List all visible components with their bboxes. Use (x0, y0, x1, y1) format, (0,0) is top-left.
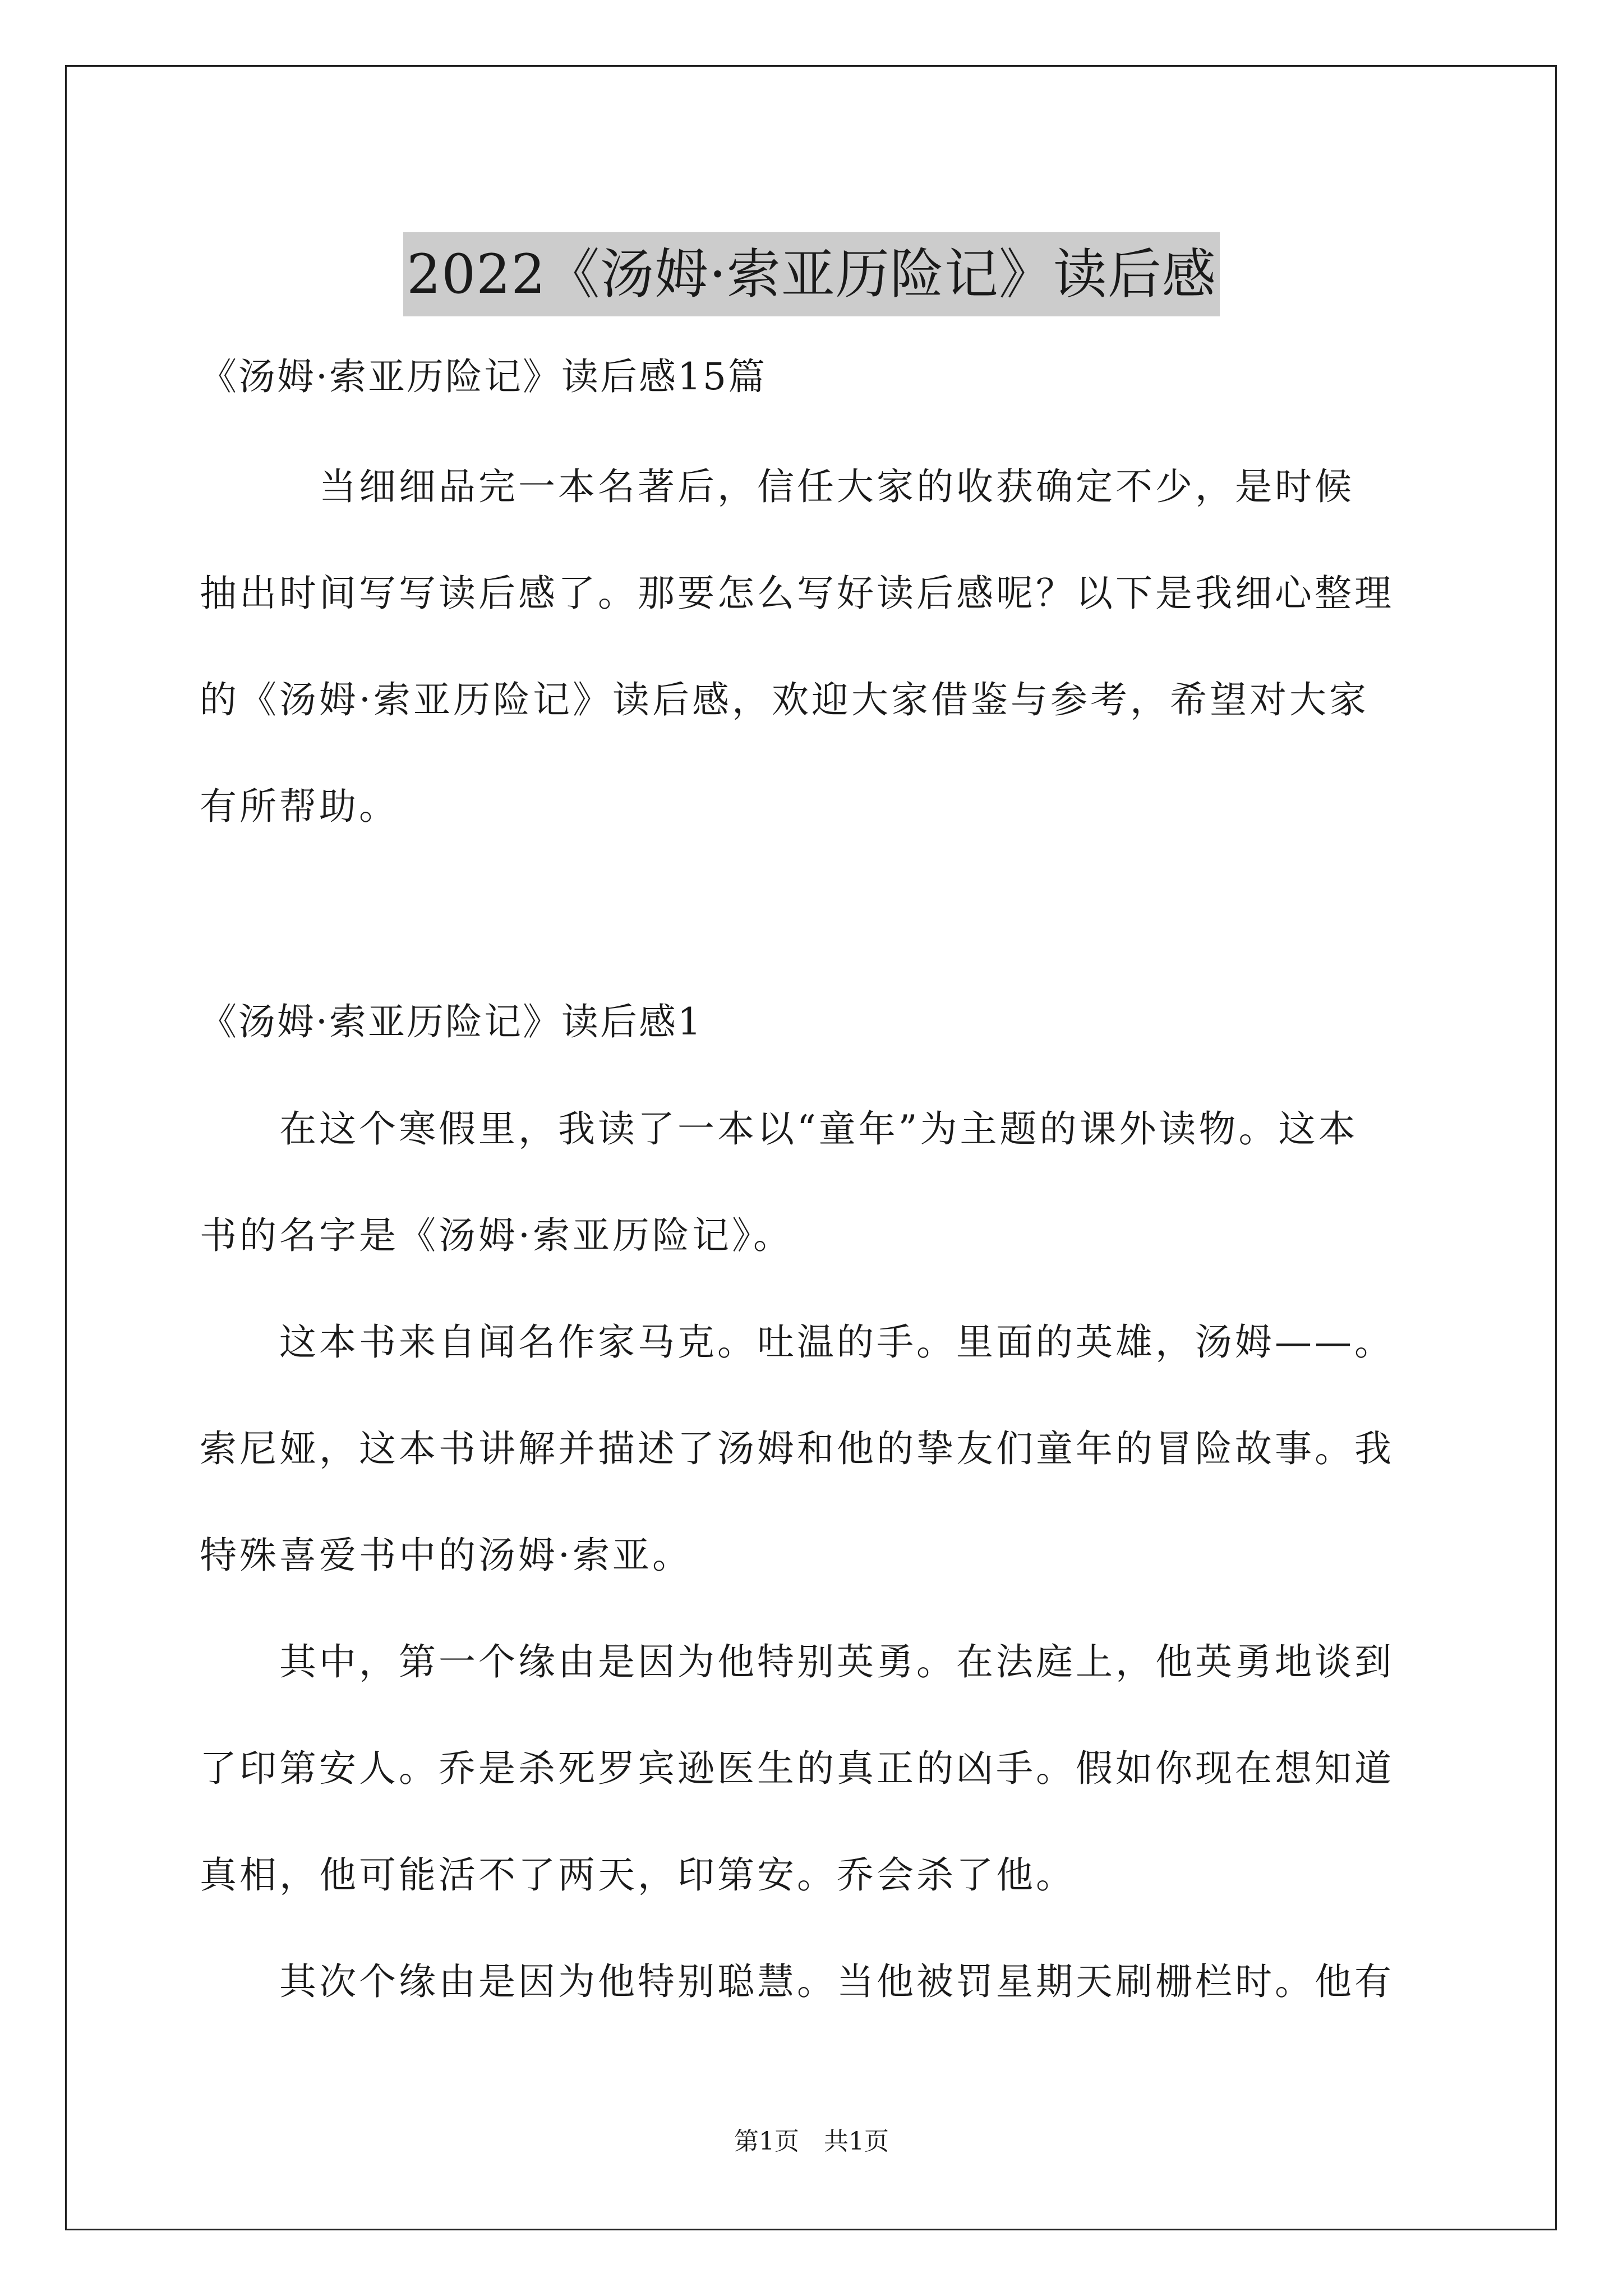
document-title: 2022《汤姆·索亚历险记》读后感 (403, 232, 1220, 316)
body-text (200, 1076, 1422, 2035)
intro-paragraph (200, 434, 1422, 860)
document-subtitle: 《汤姆·索亚历险记》读后感15篇 (200, 355, 767, 398)
body-line: 书的名字是《汤姆·索亚历险记》。 (200, 1214, 793, 1257)
body-line: 真相，他可能活不了两天，印第安。乔会杀了他。 (200, 1853, 1076, 1897)
body-line: 这本书来自闻名作家马克。吐温的手。里面的英雄，汤姆——。 (200, 1320, 1394, 1364)
body-line: 在这个寒假里，我读了一本以“童年”为主题的课外读物。这本 (200, 1107, 1358, 1151)
body-line: 其次个缘由是因为他特别聪慧。当他被罚星期天刷栅栏时。他有 (200, 1960, 1394, 2003)
body-line: 其中，第一个缘由是因为他特别英勇。在法庭上，他英勇地谈到 (200, 1640, 1394, 1683)
page-number-footer: 第1页 共1页 (734, 2127, 889, 2156)
section-heading: 《汤姆·索亚历险记》读后感1 (200, 1000, 703, 1043)
title-container (0, 196, 1623, 353)
intro-line: 的《汤姆·索亚历险记》读后感，欢迎大家借鉴与参考，希望对大家 (200, 678, 1369, 721)
body-line: 特殊喜爱书中的汤姆·索亚。 (200, 1534, 692, 1577)
intro-line: 有所帮助。 (200, 785, 399, 828)
intro-line: 抽出时间写写读后感了。那要怎么写好读后感呢？以下是我细心整理 (200, 572, 1394, 615)
intro-line: 当细细品完一本名著后，信任大家的收获确定不少，是时候 (200, 465, 1354, 508)
body-line: 索尼娅，这本书讲解并描述了汤姆和他的挚友们童年的冒险故事。我 (200, 1427, 1394, 1470)
body-line: 了印第安人。乔是杀死罗宾逊医生的真正的凶手。假如你现在想知道 (200, 1747, 1394, 1790)
